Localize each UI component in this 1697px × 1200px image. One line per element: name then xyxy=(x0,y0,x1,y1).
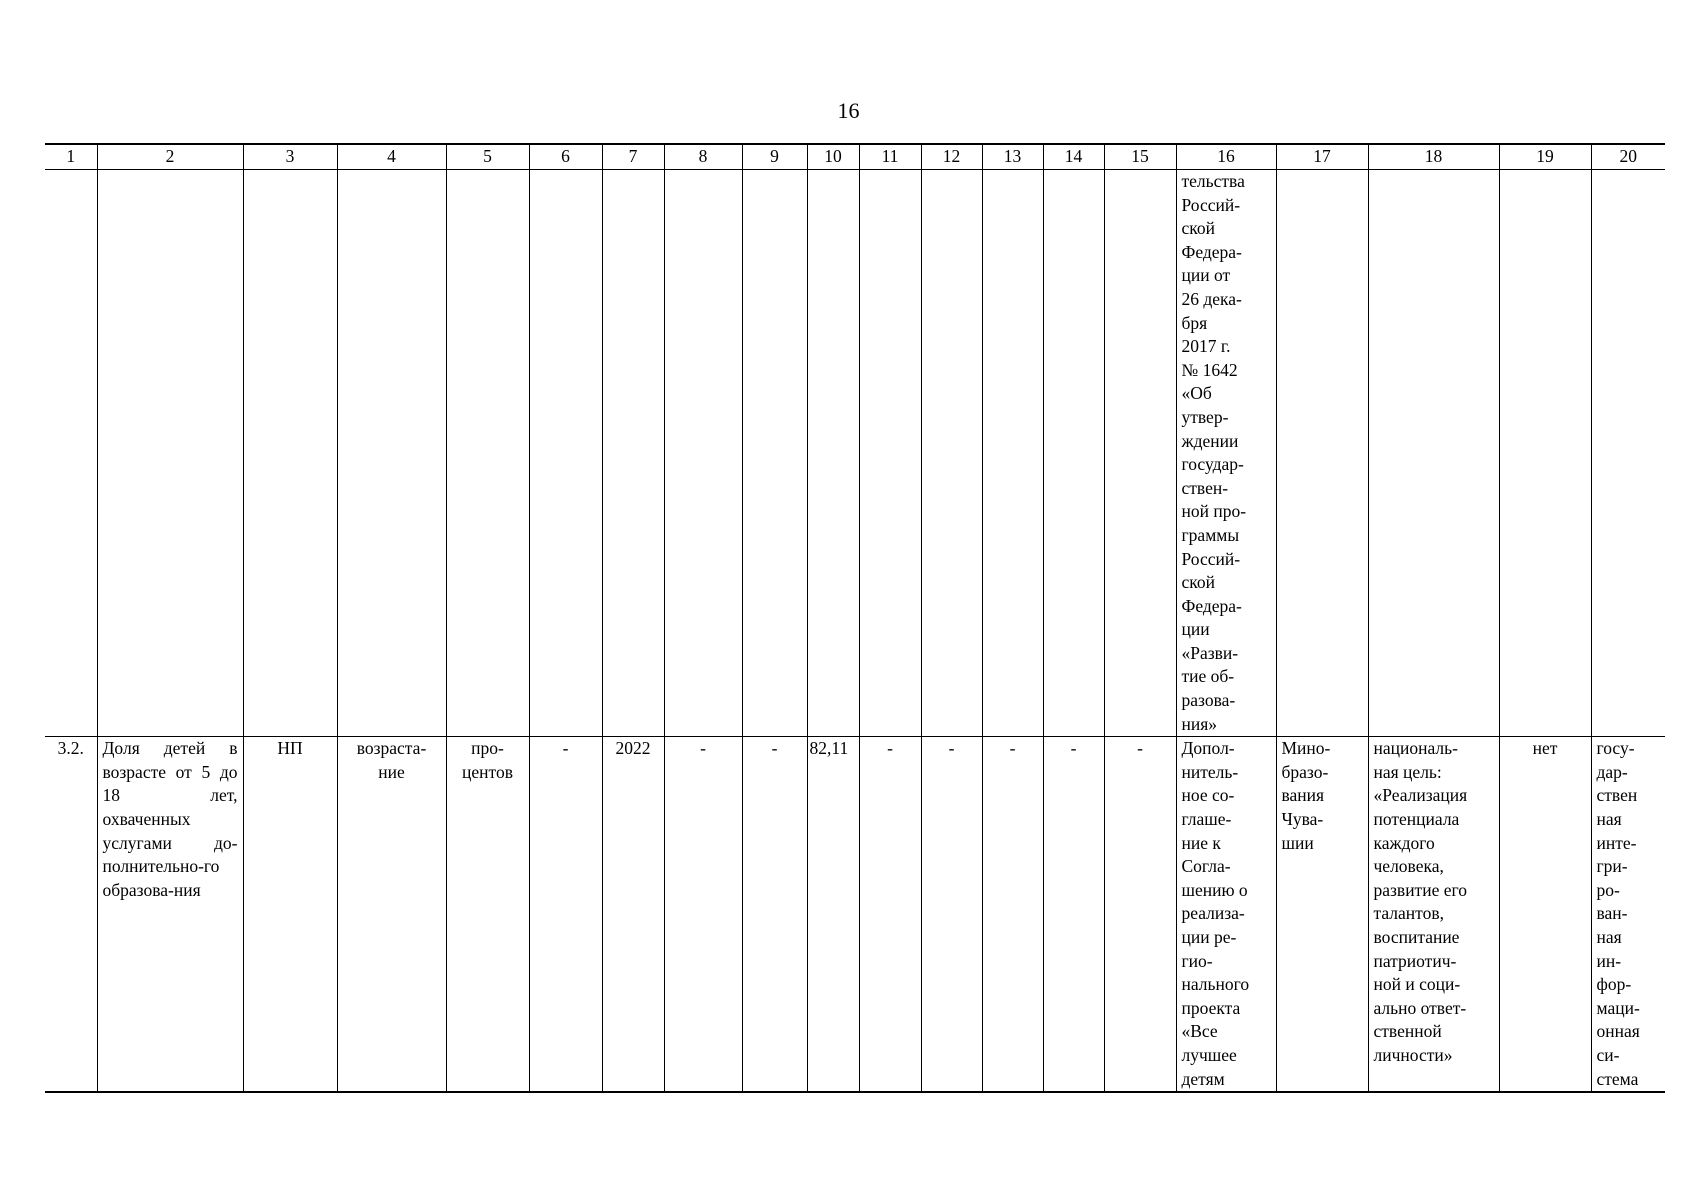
column-header: 3 xyxy=(243,144,337,170)
table-cell xyxy=(1499,170,1591,737)
column-header: 20 xyxy=(1591,144,1665,170)
table-cell xyxy=(664,170,742,737)
national-goal: националь- ная цель: «Реализация потенциала каждого человека, развитие его талантов, воспитание патриотич- ной и соци- ально ответ- ственной личности» xyxy=(1368,737,1499,1092)
indicator-level: НП xyxy=(243,737,337,1092)
information-system: госу- дар- ствен ная инте- гри- ро- ван- ная ин- фор- маци- онная си- стема xyxy=(1591,737,1665,1092)
table-cell xyxy=(807,170,859,737)
indicator-trend: возраста- ние xyxy=(337,737,446,1092)
table-row xyxy=(45,737,1665,1092)
column-header: 11 xyxy=(859,144,921,170)
table-cell xyxy=(45,170,97,737)
column-header: 6 xyxy=(529,144,602,170)
table-cell xyxy=(982,170,1043,737)
column-header: 17 xyxy=(1276,144,1368,170)
column-header: 15 xyxy=(1104,144,1176,170)
table-cell: - xyxy=(529,737,602,1092)
column-header: 2 xyxy=(97,144,243,170)
value-cell: 82,11 xyxy=(807,737,859,1092)
column-header: 13 xyxy=(982,144,1043,170)
table-cell xyxy=(243,170,337,737)
column-header: 8 xyxy=(664,144,742,170)
responsible-body: Мино- бразо- вания Чува- шии xyxy=(1276,737,1368,1092)
table-cell xyxy=(446,170,529,737)
table-cell: нет xyxy=(1499,737,1591,1092)
column-header: 4 xyxy=(337,144,446,170)
column-header: 7 xyxy=(602,144,664,170)
table-cell xyxy=(859,170,921,737)
table-cell xyxy=(97,170,243,737)
table-cell xyxy=(1591,170,1665,737)
indicators-table xyxy=(45,143,1665,1093)
table-cell xyxy=(1104,170,1176,737)
table-cell xyxy=(742,170,807,737)
table-cell: - xyxy=(982,737,1043,1092)
table-cell: - xyxy=(1104,737,1176,1092)
table-cell: - xyxy=(742,737,807,1092)
table-cell: - xyxy=(664,737,742,1092)
column-header: 18 xyxy=(1368,144,1499,170)
column-header: 9 xyxy=(742,144,807,170)
legal-basis: Допол- нитель- ное со- глаше- ние к Согла- шению о реализа- ции ре- гио- нального проекта «Все лучшее детям xyxy=(1176,737,1276,1092)
table-cell xyxy=(921,170,982,737)
column-header: 5 xyxy=(446,144,529,170)
table-cell xyxy=(1276,170,1368,737)
indicator-name: Доля детей в возрасте от 5 до 18 лет, охваченных услугами до-полнительно-го образова-ния xyxy=(97,737,243,1092)
table-cell: - xyxy=(921,737,982,1092)
column-header: 12 xyxy=(921,144,982,170)
continued-row xyxy=(45,170,1665,737)
column-header: 10 xyxy=(807,144,859,170)
table-cell xyxy=(1043,170,1104,737)
column-header: 16 xyxy=(1176,144,1276,170)
column-header: 14 xyxy=(1043,144,1104,170)
column-header: 19 xyxy=(1499,144,1591,170)
column-header: 1 xyxy=(45,144,97,170)
legal-basis-continued: тельства Россий- ской Федера- ции от 26 дека- бря 2017 г. № 1642 «Об утвер- ждении государ- ствен- ной про- граммы Россий- ской Федера- ции «Разви- тие об- разова- ния» xyxy=(1176,170,1276,737)
column-number-row xyxy=(45,144,1665,170)
table-cell: - xyxy=(1043,737,1104,1092)
table-cell: - xyxy=(859,737,921,1092)
base-year: 2022 xyxy=(602,737,664,1092)
table-cell xyxy=(529,170,602,737)
page-number: 16 xyxy=(837,98,860,123)
unit-of-measure: про- центов xyxy=(446,737,529,1092)
table-cell xyxy=(1368,170,1499,737)
table-cell xyxy=(337,170,446,737)
row-number: 3.2. xyxy=(45,737,97,1092)
table-cell xyxy=(602,170,664,737)
